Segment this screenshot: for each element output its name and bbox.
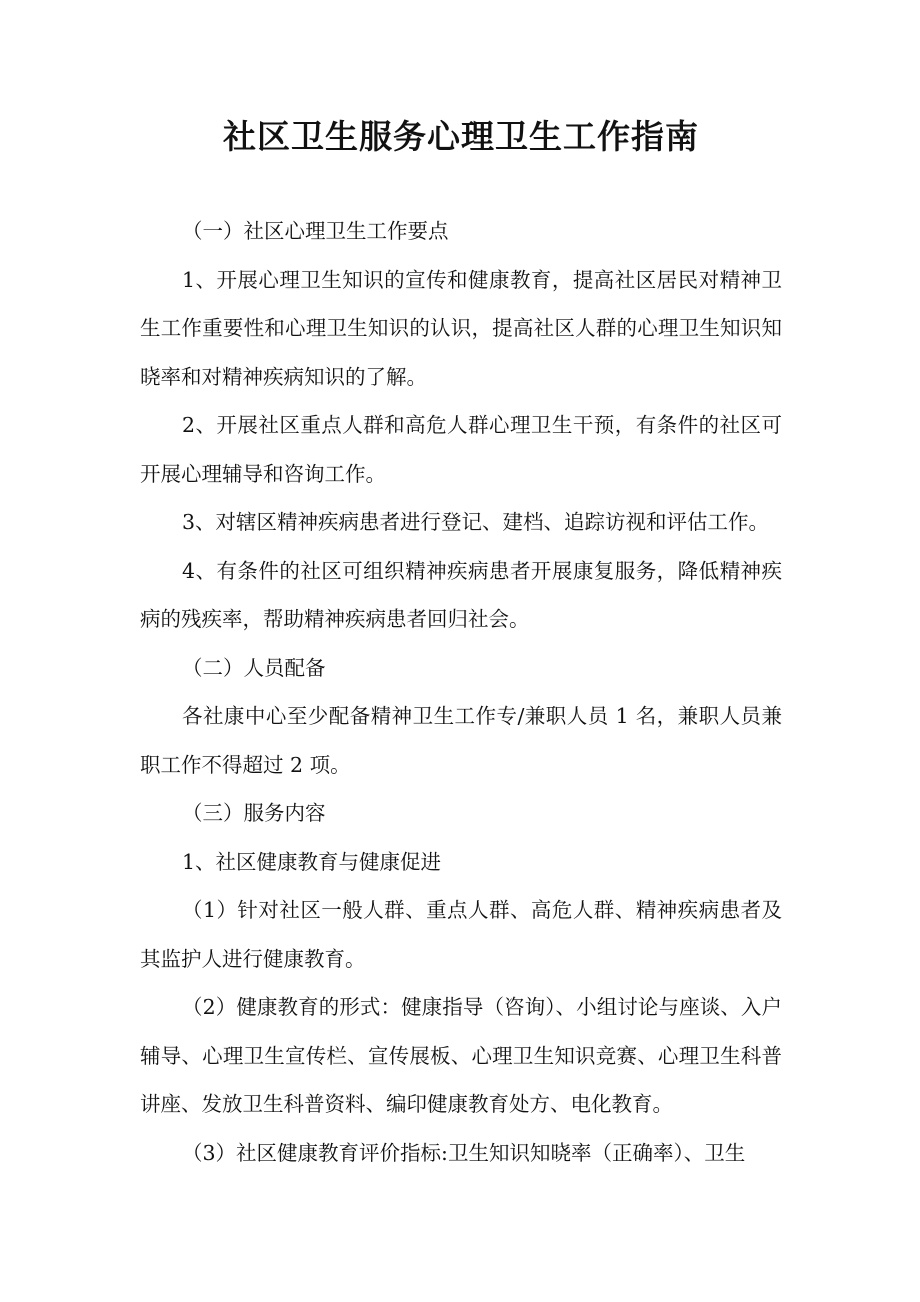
paragraph-point-1: 1、开展心理卫生知识的宣传和健康教育，提高社区居民对精神卫生工作重要性和心理卫生知识的认识，提高社区人群的心理卫生知识知晓率和对精神疾病知识的了解。: [140, 267, 782, 389]
section-heading-1: （一）社区心理卫生工作要点: [182, 219, 449, 243]
section-heading-2: （二）人员配备: [182, 655, 326, 680]
section-heading-3: （三）服务内容: [182, 801, 326, 825]
subsection-heading-health-education: 1、社区健康教育与健康促进: [182, 849, 442, 874]
paragraph-item-1: （1）针对社区一般人群、重点人群、高危人群、精神疾病患者及其监护人进行健康教育。: [140, 898, 782, 971]
paragraph-item-3: （3）社区健康教育评价指标:卫生知识知晓率（正确率）、卫生: [182, 1140, 746, 1165]
document-body: [140, 207, 782, 1177]
paragraph-staffing: 各社康中心至少配备精神卫生工作专/兼职人员 1 名，兼职人员兼职工作不得超过 2 项。: [140, 704, 782, 777]
document-title: 社区卫生服务心理卫生工作指南: [223, 117, 699, 156]
paragraph-point-2: 2、开展社区重点人群和高危人群心理卫生干预，有条件的社区可开展心理辅导和咨询工作。: [140, 413, 782, 486]
paragraph-point-3: 3、对辖区精神疾病患者进行登记、建档、追踪访视和评估工作。: [182, 510, 770, 534]
paragraph-item-2: （2）健康教育的形式：健康指导（咨询）、小组讨论与座谈、入户辅导、心理卫生宣传栏、宣传展板、心理卫生知识竞赛、心理卫生科普讲座、发放卫生科普资料、编印健康教育处方、电化教育。: [140, 995, 782, 1116]
paragraph-point-4: 4、有条件的社区可组织精神疾病患者开展康复服务，降低精神疾病的残疾率，帮助精神疾病患者回归社会。: [140, 558, 782, 631]
